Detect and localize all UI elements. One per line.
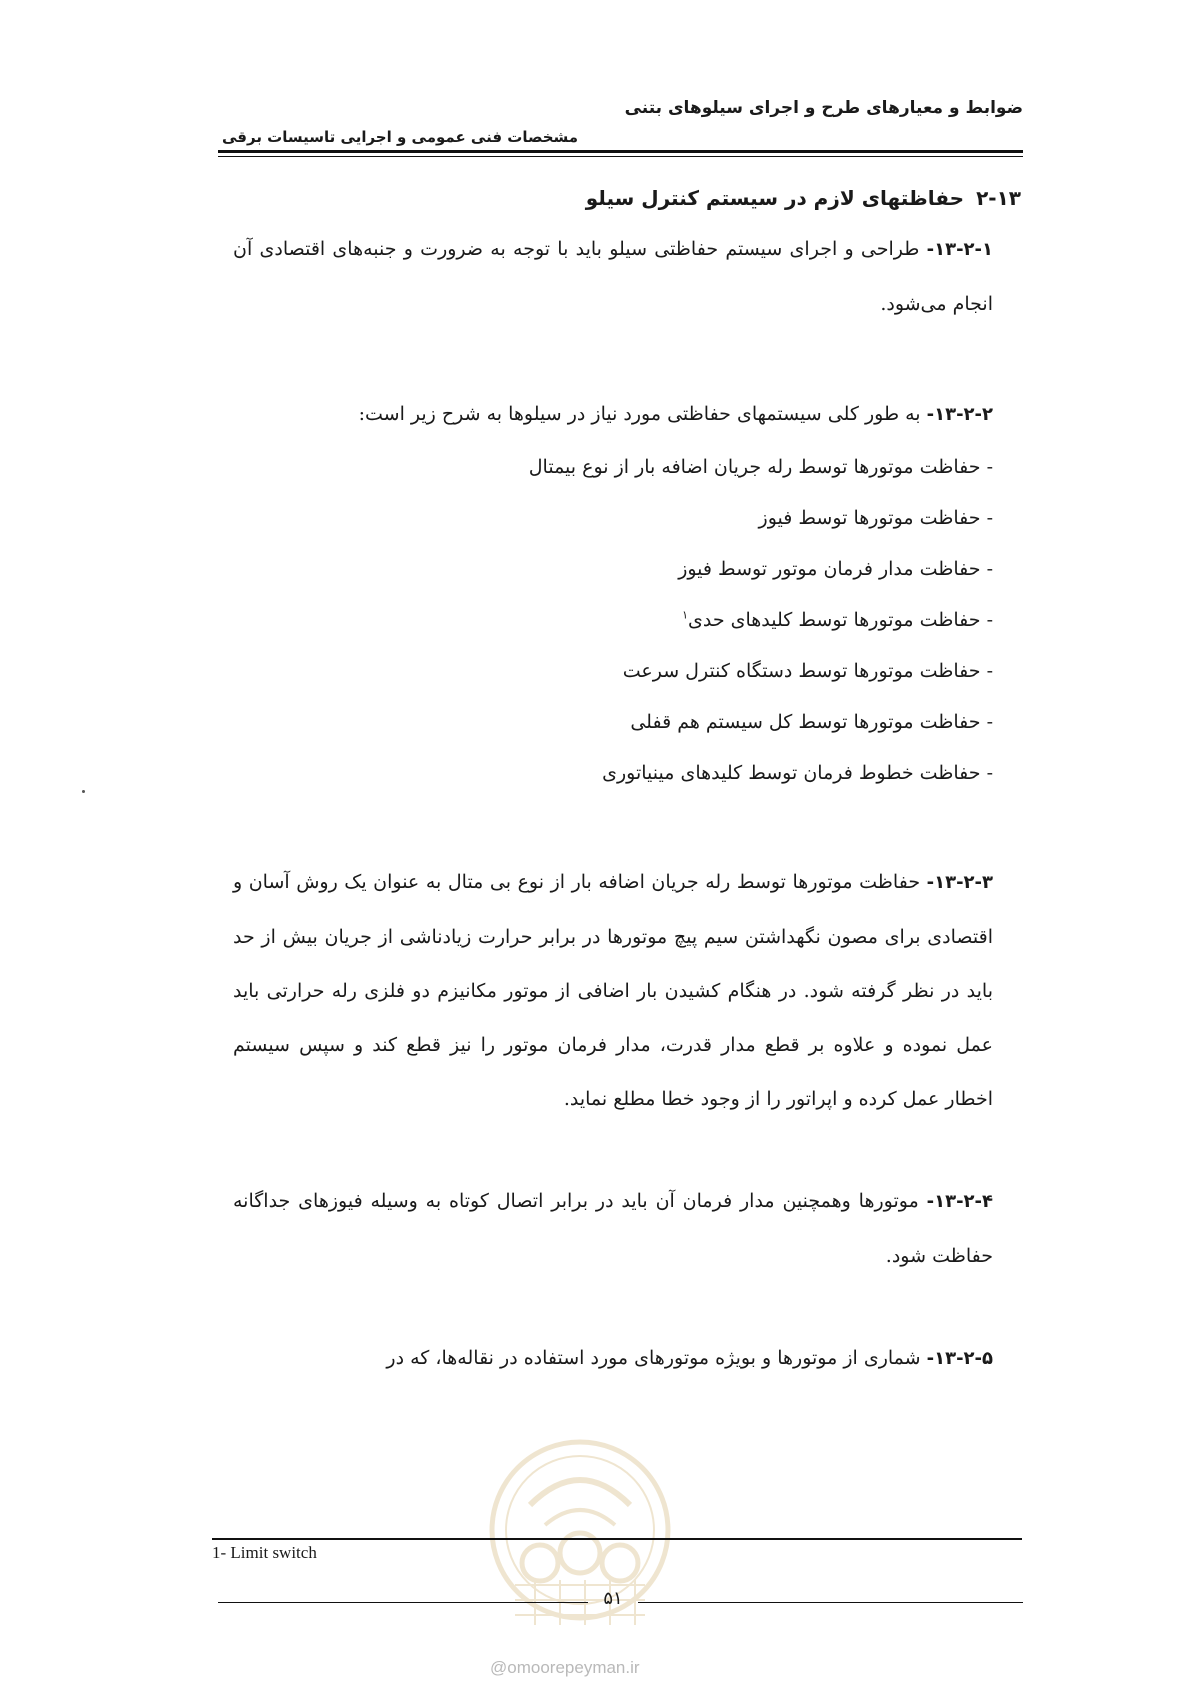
paragraph-text: به طور کلی سیستمهای حفاظتی مورد نیاز در سیلوها به شرح زیر است: (358, 403, 927, 425)
running-header-chapter-title: مشخصات فنی عمومی و اجرایی تاسیسات برقی (222, 128, 579, 146)
paragraph-number: ۱۳-۲-۲- (926, 404, 993, 425)
footer-rule-right (638, 1602, 1023, 1603)
footnote-rule (212, 1538, 1022, 1540)
running-header-book-title: ضوابط و معیارهای طرح و اجرای سیلوهای بتنی (624, 98, 1023, 118)
paragraph-13-2-1 (233, 222, 993, 331)
paragraph-13-2-3 (233, 855, 993, 1126)
list-item (233, 595, 993, 646)
paragraph-text: طراحی و اجرای سیستم حفاظتی سیلو باید با توجه به ضرورت و جنبه‌های اقتصادی آن انجام می‌شود. (233, 238, 993, 315)
list-item: - حفاظت موتورها توسط دستگاه کنترل سرعت (622, 660, 993, 682)
list-item: - حفاظت موتورها توسط کل سیستم هم قفلی (630, 711, 993, 733)
footer-rule-left (218, 1602, 588, 1603)
watermark-seal-icon (485, 1435, 675, 1635)
page-body (233, 178, 1021, 1386)
watermark-url-text: omoorepeyman.ir (507, 1658, 640, 1677)
footnote-marker: ۱ (682, 608, 688, 622)
section-number: ۲-۱۳ (976, 186, 1021, 210)
paragraph-number: ۱۳-۲-۳- (926, 872, 993, 893)
paragraph-text: شماری از موتورها و بویژه موتورهای مورد استفاده در نقاله‌ها، که در (386, 1347, 927, 1369)
list-item: - حفاظت مدار فرمان موتور توسط فیوز (678, 558, 993, 580)
section-title: حفاظتهای لازم در سیستم کنترل سیلو (585, 186, 965, 210)
paragraph-13-2-5 (233, 1331, 993, 1386)
footnote: 1- Limit switch (212, 1543, 317, 1562)
paragraph-number: ۱۳-۲-۵- (926, 1348, 993, 1369)
paragraph-number: ۱۳-۲-۱- (926, 239, 993, 260)
page-number: ۵۱ (603, 1588, 623, 1609)
paragraph-number: ۱۳-۲-۴- (926, 1191, 993, 1212)
protection-list (233, 442, 993, 799)
header-rule-thin (218, 156, 1023, 157)
scan-speck (82, 790, 85, 793)
section-heading (233, 178, 1021, 218)
paragraph-text: موتورها وهمچنین مدار فرمان آن باید در برابر اتصال کوتاه به وسیله فیوزهای جداگانه حفاظت شود. (233, 1190, 993, 1267)
list-item-text: - حفاظت موتورها توسط کلیدهای حدی (688, 609, 993, 631)
paragraph-13-2-2 (233, 387, 993, 442)
list-item: - حفاظت موتورها توسط رله جریان اضافه بار از نوع بیمتال (528, 456, 993, 478)
paragraph-text: حفاظت موتورها توسط رله جریان اضافه بار از نوع بی متال به عنوان یک روش آسان و اقتصادی برای مصون نگهداشتن سیم پیچ موتورها در برابر حرارت زیادناشی از جریان بیش از حد باید در نظر گرفته شود. در هنگام کشیدن بار اضافی از موتور مکانیزم دو فلزی رله حرارتی باید عمل نموده و علاوه بر قطع مدار قدرت، مدار فرمان موتور را نیز قطع کند و سپس سیستم اخطار عمل کرده و اپراتور را از وجود خطا مطلع نماید. (233, 871, 993, 1110)
list-item: - حفاظت موتورها توسط فیوز (758, 507, 993, 529)
list-item: - حفاظت خطوط فرمان توسط کلیدهای مینیاتوری (602, 762, 993, 784)
paragraph-13-2-4 (233, 1174, 993, 1283)
watermark-url: @omoorepeyman.ir (490, 1658, 640, 1677)
header-rule-thick (218, 150, 1023, 153)
